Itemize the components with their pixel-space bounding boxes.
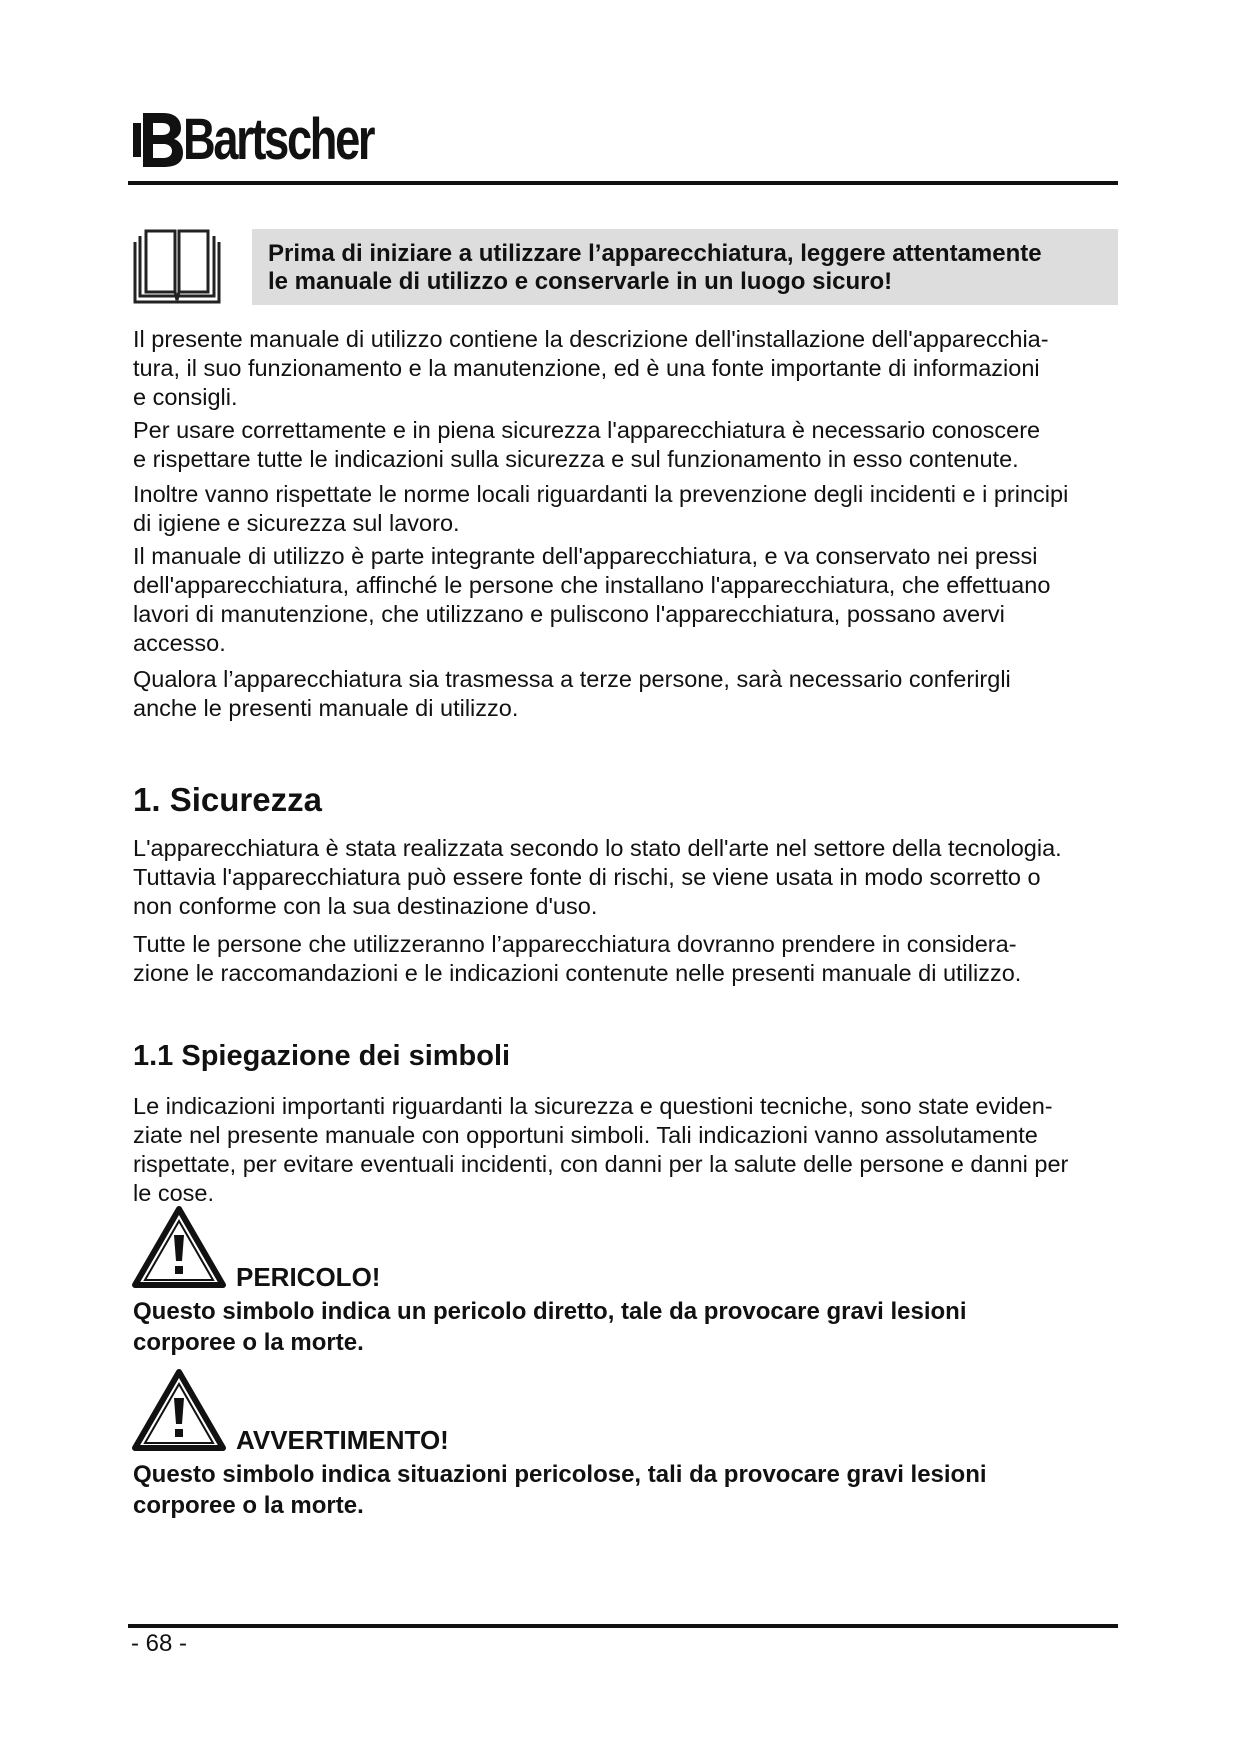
warning-triangle-icon — [131, 1205, 227, 1289]
text-line: accesso. — [133, 630, 226, 656]
text-line: e rispettare tutte le indicazioni sulla sicurezza e sul funzionamento in esso contenute. — [133, 446, 1019, 472]
text-line: Qualora l’apparecchiatura sia trasmessa a terze persone, sarà necessario conferirgli — [133, 666, 1011, 692]
text-line: corporee o la morte. — [133, 1329, 364, 1356]
warning-description — [133, 1459, 1053, 1521]
warning-description — [133, 1296, 1053, 1358]
warning-triangle-icon — [131, 1368, 227, 1452]
warning-title: AVVERTIMENTO! — [236, 1425, 449, 1455]
text-line: Tutte le persone che utilizzeranno l’apparecchiatura dovranno prendere in considera- — [133, 931, 1017, 957]
bartscher-logo-mark-icon — [133, 109, 185, 171]
text-line: zione le raccomandazioni e le indicazioni contenute nelle presenti manuale di utilizzo. — [133, 960, 1022, 986]
text-line: L'apparecchiatura è stata realizzata secondo lo stato dell'arte nel settore della tecnologia. — [133, 835, 1062, 861]
text-line: e consigli. — [133, 384, 238, 410]
footer-divider — [128, 1624, 1118, 1628]
read-manual-notice — [252, 229, 1118, 305]
text-line: rispettate, per evitare eventuali incidenti, con danni per la salute delle persone e danni per — [133, 1151, 1069, 1177]
warning-title: PERICOLO! — [236, 1262, 381, 1292]
text-line: Inoltre vanno rispettate le norme locali riguardanti la prevenzione degli incidenti e i principi — [133, 481, 1069, 507]
text-line: non conforme con la sua destinazione d'uso. — [133, 893, 598, 919]
text-line: Il manuale di utilizzo è parte integrante dell'apparecchiatura, e va conservato nei pressi — [133, 543, 1038, 569]
section-heading: 1. Sicurezza — [133, 781, 322, 818]
text-line: Le indicazioni importanti riguardanti la sicurezza e questioni tecniche, sono state eviden- — [133, 1093, 1053, 1119]
notice-line: Prima di iniziare a utilizzare l’apparecchiatura, leggere attentamente — [268, 240, 1042, 267]
text-line: Il presente manuale di utilizzo contiene la descrizione dell'installazione dell'apparecchia- — [133, 326, 1049, 352]
text-line: Tuttavia l'apparecchiatura può essere fonte di rischi, se viene usata in modo scorretto o — [133, 864, 1041, 890]
text-line: tura, il suo funzionamento e la manutenzione, ed è una fonte importante di informazioni — [133, 355, 1040, 381]
subsection-heading: 1.1 Spiegazione dei simboli — [133, 1040, 511, 1072]
intro-paragraph — [133, 416, 1128, 474]
page-number: - 68 - — [131, 1630, 188, 1657]
section-paragraph — [133, 930, 1128, 988]
section-paragraph — [133, 834, 1128, 921]
text-line: Questo simbolo indica situazioni pericolose, tali da provocare gravi lesioni — [133, 1461, 987, 1488]
text-line: corporee o la morte. — [133, 1492, 364, 1519]
intro-paragraph — [133, 325, 1128, 412]
text-line: anche le presenti manuale di utilizzo. — [133, 695, 519, 721]
text-line: Questo simbolo indica un pericolo diretto, tale da provocare gravi lesioni — [133, 1298, 967, 1325]
text-line: ziate nel presente manuale con opportuni simboli. Tali indicazioni vanno assolutamente — [133, 1122, 1038, 1148]
intro-paragraph — [133, 665, 1128, 723]
brand-logo-text: Bartscher — [183, 107, 374, 172]
section-paragraph — [133, 1092, 1128, 1208]
text-line: di igiene e sicurezza sul lavoro. — [133, 510, 460, 536]
book-icon — [131, 228, 223, 306]
header-divider — [128, 181, 1118, 185]
text-line: le cose. — [133, 1180, 214, 1206]
text-line: lavori di manutenzione, che utilizzano e puliscono l'apparecchiatura, possano avervi — [133, 601, 1005, 627]
text-line: Per usare correttamente e in piena sicurezza l'apparecchiatura è necessario conoscere — [133, 417, 1041, 443]
text-line: dell'apparecchiatura, affinché le persone che installano l'apparecchiatura, che effettuano — [133, 572, 1051, 598]
intro-paragraph — [133, 542, 1128, 658]
intro-paragraph — [133, 480, 1128, 538]
brand-logo — [133, 100, 427, 180]
notice-line: le manuale di utilizzo e conservarle in un luogo sicuro! — [268, 268, 893, 295]
